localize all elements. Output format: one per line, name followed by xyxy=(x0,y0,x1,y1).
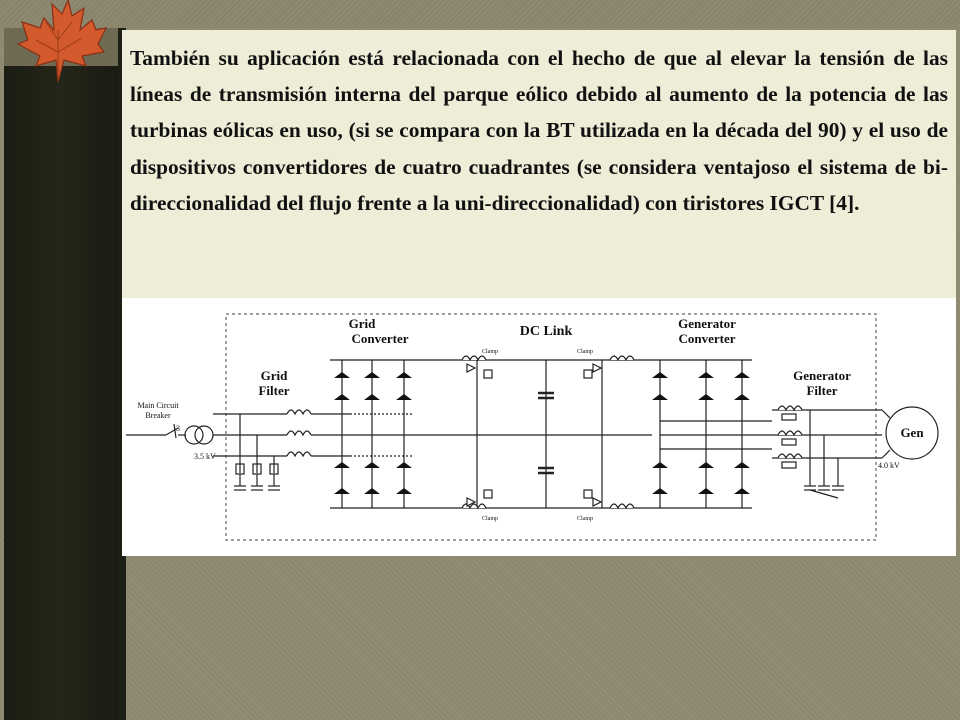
generator-converter-label-1: Generator xyxy=(678,316,736,331)
generator-converter-label-2: Converter xyxy=(678,331,736,346)
clamp-label-tl: Clamp xyxy=(482,349,498,355)
breaker-label-1: Main Circuit xyxy=(137,401,179,410)
circuit-diagram xyxy=(122,298,956,556)
dark-column xyxy=(4,66,118,720)
generator-converter-bridge xyxy=(652,360,772,508)
maple-leaf-icon xyxy=(6,0,110,84)
clamp-label-bl: Clamp xyxy=(482,516,498,522)
dc-link-label: DC Link xyxy=(519,324,573,339)
clamp-label-tr: Clamp xyxy=(577,349,593,355)
top-band xyxy=(0,0,960,28)
breaker-label-2: Breaker xyxy=(145,411,171,420)
generator-filter-label-1: Generator xyxy=(793,368,851,383)
dc-link xyxy=(422,356,652,508)
gen-label: Gen xyxy=(900,425,924,440)
grid-converter-label-1: Grid xyxy=(348,316,376,331)
grid-converter-label-2: Converter xyxy=(351,331,409,346)
grid-voltage-label: 3.5 kV xyxy=(194,452,216,461)
clamp-label-br: Clamp xyxy=(577,516,593,522)
grid-filter-label-1: Grid xyxy=(260,368,288,383)
text-box xyxy=(122,30,956,298)
grid-converter-bridge xyxy=(330,360,422,508)
generator-filter xyxy=(772,406,882,498)
grid-filter-lines xyxy=(213,410,350,490)
grid-filter-label-2: Filter xyxy=(258,383,290,398)
generator-filter-label-2: Filter xyxy=(806,383,838,398)
body-paragraph: También su aplicación está relacionada con el hecho de que al elevar la tensión de las líneas de transmisión interna del parque eólico debido al aumento de la potencia de las turbinas eólicas en uso, (si se compara con la BT utilizada en la década del 90) y el uso de dispositivos convertidores de cuatro cuadrantes (se considera ventajoso el sistema de bi-direccionalidad del flujo frente a la uni-direccionalidad) con tiristores IGCT [4]. xyxy=(130,46,948,215)
gen-voltage-label: 4.0 kV xyxy=(878,461,900,470)
phase-count-label: 3 xyxy=(176,424,180,433)
